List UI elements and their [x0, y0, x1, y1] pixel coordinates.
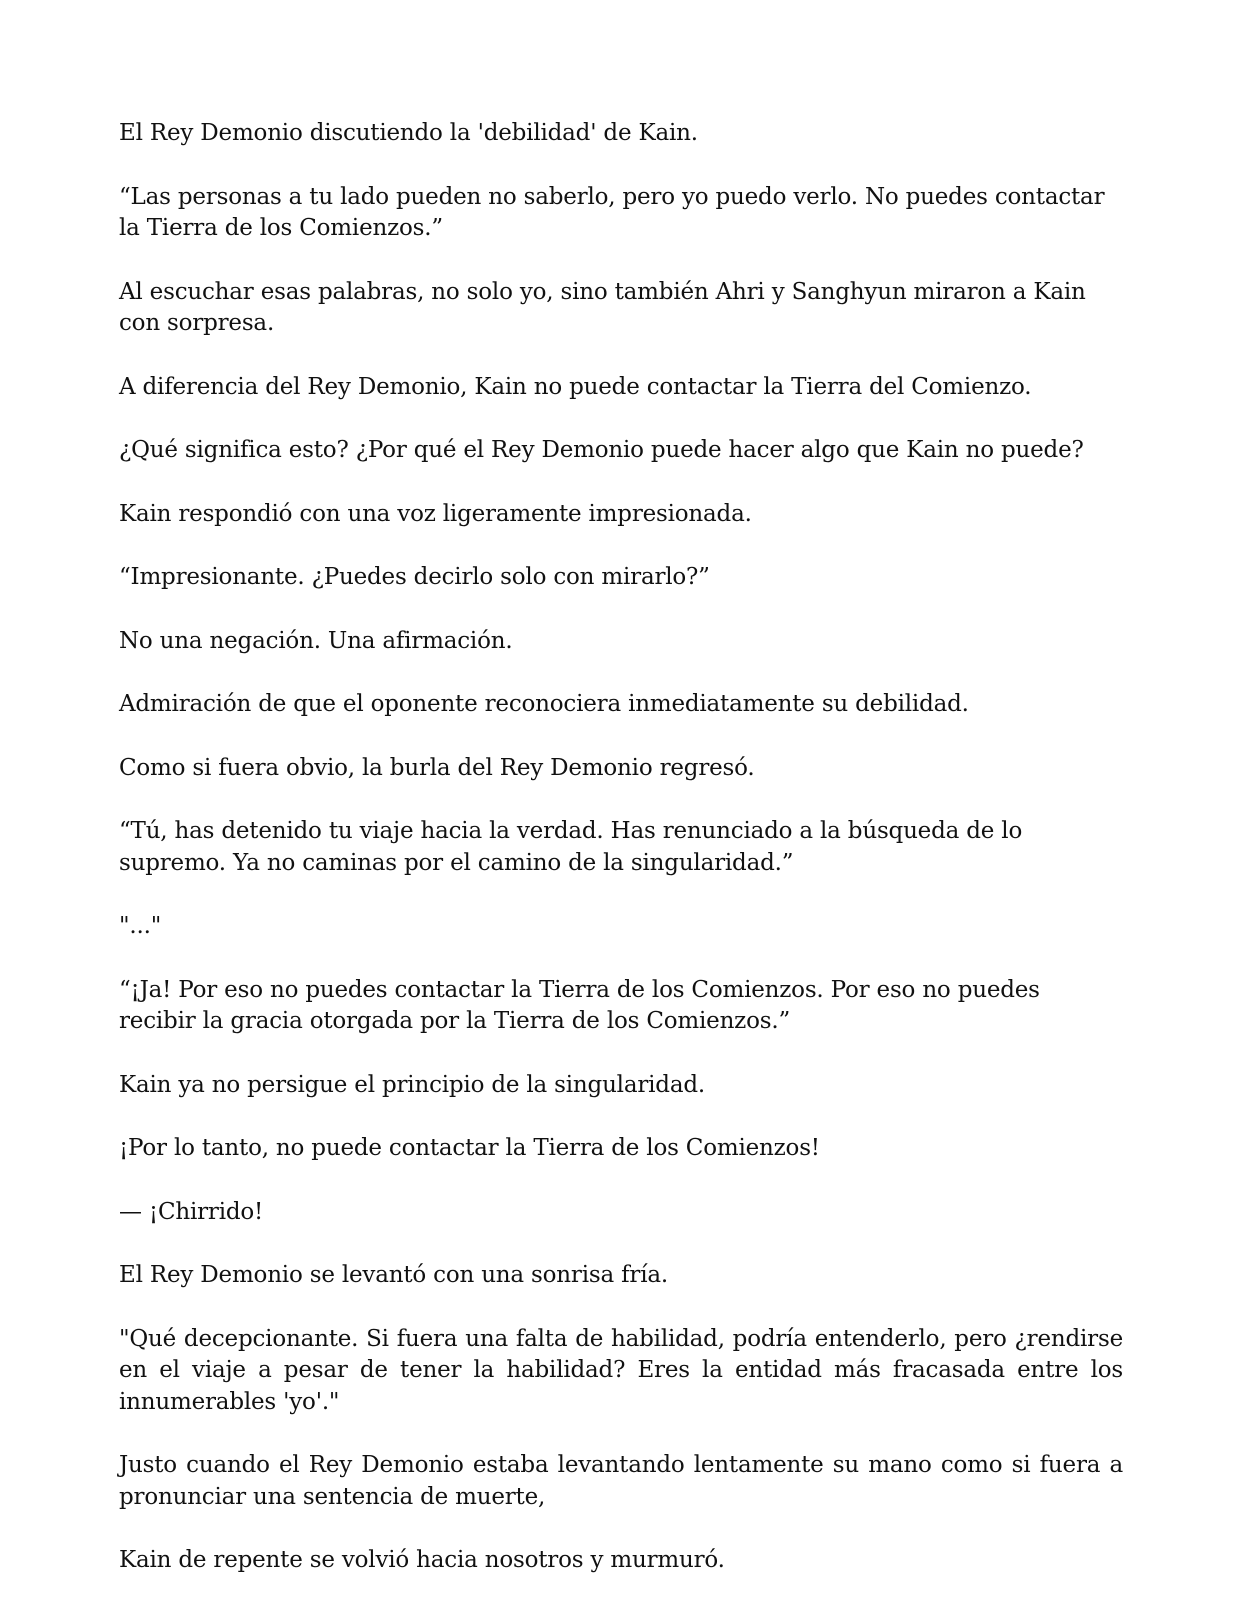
paragraph-14: Kain ya no persigue el principio de la singularidad.: [119, 1071, 705, 1098]
paragraph-6: Kain respondió con una voz ligeramente impresionada.: [119, 500, 752, 527]
paragraph-17: El Rey Demonio se levantó con una sonrisa fría.: [119, 1262, 668, 1288]
paragraph-20: Kain de repente se volvió hacia nosotros y murmuró.: [119, 1547, 725, 1573]
paragraph-8: No una negación. Una afirmación.: [119, 627, 513, 654]
paragraph-5: ¿Qué significa esto? ¿Por qué el Rey Demonio puede hacer algo que Kain no puede?: [119, 437, 1084, 463]
paragraph-16: — ¡Chirrido!: [119, 1198, 264, 1225]
paragraph-1: El Rey Demonio discutiendo la 'debilidad' de Kain.: [119, 120, 698, 146]
paragraph-2: “Las personas a tu lado pueden no saberlo, pero yo puedo verlo. No puedes contactar la Tierra de los Comienzos.”: [119, 183, 1105, 241]
paragraph-9: Admiración de que el oponente reconociera inmediatamente su debilidad.: [119, 691, 969, 717]
paragraph-12: "...": [119, 913, 162, 939]
paragraph-7: “Impresionante. ¿Puedes decirlo solo con mirarlo?”: [119, 564, 710, 590]
paragraph-4: A diferencia del Rey Demonio, Kain no puede contactar la Tierra del Comienzo.: [119, 373, 1032, 400]
paragraph-3: Al escuchar esas palabras, no solo yo, sino también Ahri y Sanghyun miraron a Kain con sorpresa.: [119, 278, 1086, 336]
paragraph-15: ¡Por lo tanto, no puede contactar la Tierra de los Comienzos!: [119, 1135, 820, 1161]
paragraph-13: “¡Ja! Por eso no puedes contactar la Tierra de los Comienzos. Por eso no puedes recibir la gracia otorgada por la Tierra de los Comienzos.”: [119, 976, 1040, 1034]
paragraph-19: Justo cuando el Rey Demonio estaba levantando lentamente su mano como si fuera a pronunciar una sentencia de muerte,: [119, 1452, 1123, 1510]
paragraph-10: Como si fuera obvio, la burla del Rey Demonio regresó.: [119, 754, 755, 781]
paragraph-11: “Tú, has detenido tu viaje hacia la verdad. Has renunciado a la búsqueda de lo supremo. Ya no caminas por el camino de la singularidad.”: [119, 818, 1023, 876]
paragraph-18: "Qué decepcionante. Si fuera una falta de habilidad, podría entenderlo, pero ¿rendirse en el viaje a pesar de tener la habilidad? Eres la entidad más fracasada entre los innumerables 'yo'.": [119, 1325, 1123, 1415]
